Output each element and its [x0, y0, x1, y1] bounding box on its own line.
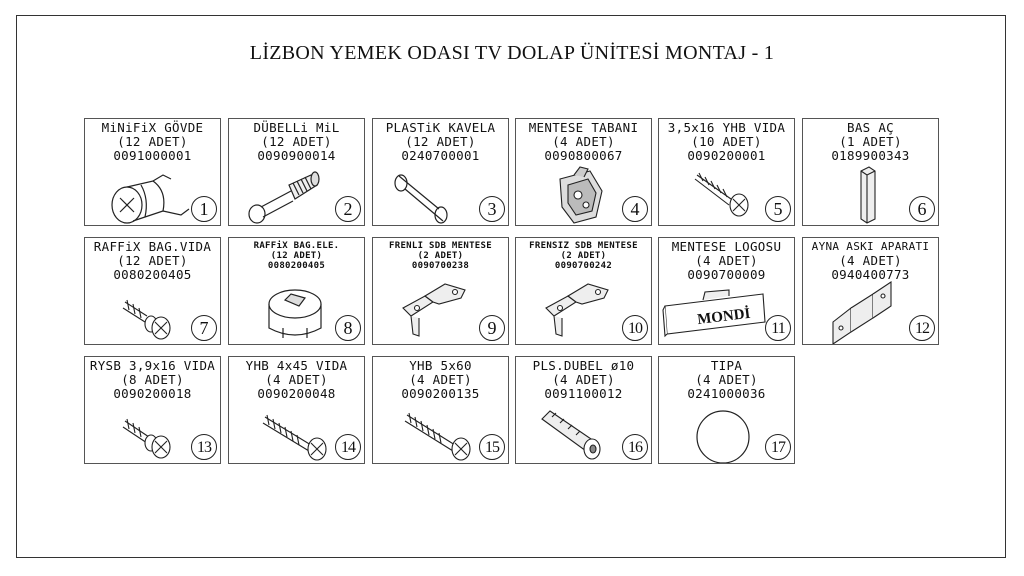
part-code: 0090700238	[411, 261, 470, 271]
part-qty: (12 ADET)	[117, 253, 188, 268]
part-card-rysb-vida	[84, 356, 221, 464]
part-code: 0940400773	[831, 267, 910, 282]
part-card-ayna-aski	[802, 237, 939, 345]
part-name: MENTESE LOGOSU	[671, 239, 782, 254]
part-name: RYSB 3,9x16 VIDA	[89, 358, 216, 373]
part-qty: (4 ADET)	[552, 372, 615, 387]
part-qty: (10 ADET)	[691, 134, 762, 149]
part-number-badge: 3	[479, 196, 505, 222]
part-number-badge: 14	[335, 434, 361, 460]
part-number-badge: 15	[479, 434, 505, 460]
part-number-badge: 1	[191, 196, 217, 222]
part-number-badge: 10	[622, 315, 648, 341]
part-name: YHB 4x45 VIDA	[245, 358, 348, 373]
part-card-bas-ac	[802, 118, 939, 226]
part-card-raffix-element	[228, 237, 365, 345]
part-name: DÜBELLi MiL	[253, 120, 340, 135]
part-number-badge: 11	[765, 315, 791, 341]
part-number-badge: 12	[909, 315, 935, 341]
part-name: TIPA	[710, 358, 743, 373]
part-card-mentese-logosu	[658, 237, 795, 345]
part-number-badge: 16	[622, 434, 648, 460]
part-code: 0080200405	[267, 261, 326, 271]
part-qty: (8 ADET)	[121, 372, 184, 387]
part-code: 0090200048	[257, 386, 336, 401]
part-number-badge: 13	[191, 434, 217, 460]
part-name: RAFFiX BAG.VIDA	[93, 239, 212, 254]
part-card-dubelli-mil	[228, 118, 365, 226]
part-number-badge: 6	[909, 196, 935, 222]
hinge-logo-text: MONDİ	[696, 305, 752, 329]
part-code: 0090200001	[687, 148, 766, 163]
part-card-minifix	[84, 118, 221, 226]
part-qty: (2 ADET)	[417, 251, 464, 261]
part-card-tipa	[658, 356, 795, 464]
part-card-yhb-4x45	[228, 356, 365, 464]
part-card-frensiz-mentese	[515, 237, 652, 345]
part-card-mentese-tabani	[515, 118, 652, 226]
part-code: 0241000036	[687, 386, 766, 401]
part-card-yhb-5x60	[372, 356, 509, 464]
part-code: 0090200135	[401, 386, 480, 401]
part-code: 0189900343	[831, 148, 910, 163]
part-name: AYNA ASKI APARATI	[811, 240, 930, 253]
part-number-badge: 2	[335, 196, 361, 222]
part-code: 0091100012	[544, 386, 623, 401]
part-name: BAS AÇ	[847, 120, 894, 135]
part-card-raffix-vida	[84, 237, 221, 345]
part-card-pls-dubel	[515, 356, 652, 464]
part-card-plastik-kavela	[372, 118, 509, 226]
part-code: 0080200405	[113, 267, 192, 282]
part-number-badge: 17	[765, 434, 791, 460]
part-code: 0090200018	[113, 386, 192, 401]
part-qty: (12 ADET)	[117, 134, 188, 149]
part-qty: (2 ADET)	[560, 251, 607, 261]
part-code: 0240700001	[401, 148, 480, 163]
part-qty: (4 ADET)	[265, 372, 328, 387]
part-number-badge: 7	[191, 315, 217, 341]
part-name: PLS.DUBEL ø10	[532, 358, 635, 373]
part-code: 0090900014	[257, 148, 336, 163]
part-name: FRENSIZ SDB MENTESE	[529, 241, 638, 251]
part-number-badge: 8	[335, 315, 361, 341]
part-qty: (4 ADET)	[552, 134, 615, 149]
part-code: 0090700242	[554, 261, 613, 271]
part-number-badge: 9	[479, 315, 505, 341]
part-qty: (4 ADET)	[695, 253, 758, 268]
part-name: 3,5x16 YHB VIDA	[667, 120, 786, 135]
part-name: MiNiFiX GÖVDE	[101, 120, 204, 135]
part-name: YHB 5x60	[409, 358, 472, 373]
part-card-frenli-mentese	[372, 237, 509, 345]
part-qty: (4 ADET)	[839, 253, 902, 268]
part-code: 0091000001	[113, 148, 192, 163]
part-code: 0090700009	[687, 267, 766, 282]
part-card-3-5x16-vida	[658, 118, 795, 226]
page-title: LİZBON YEMEK ODASI TV DOLAP ÜNİTESİ MONTAJ - 1	[249, 42, 775, 64]
part-qty: (4 ADET)	[409, 372, 472, 387]
part-number-badge: 4	[622, 196, 648, 222]
part-qty: (12 ADET)	[405, 134, 476, 149]
part-code: 0090800067	[544, 148, 623, 163]
part-qty: (1 ADET)	[839, 134, 902, 149]
part-qty: (12 ADET)	[270, 251, 323, 261]
part-name: FRENLI SDB MENTESE	[389, 241, 492, 251]
part-qty: (4 ADET)	[695, 372, 758, 387]
part-name: RAFFiX BAG.ELE.	[253, 241, 340, 251]
part-qty: (12 ADET)	[261, 134, 332, 149]
part-number-badge: 5	[765, 196, 791, 222]
part-name: PLASTiK KAVELA	[385, 120, 496, 135]
part-name: MENTESE TABANI	[528, 120, 639, 135]
